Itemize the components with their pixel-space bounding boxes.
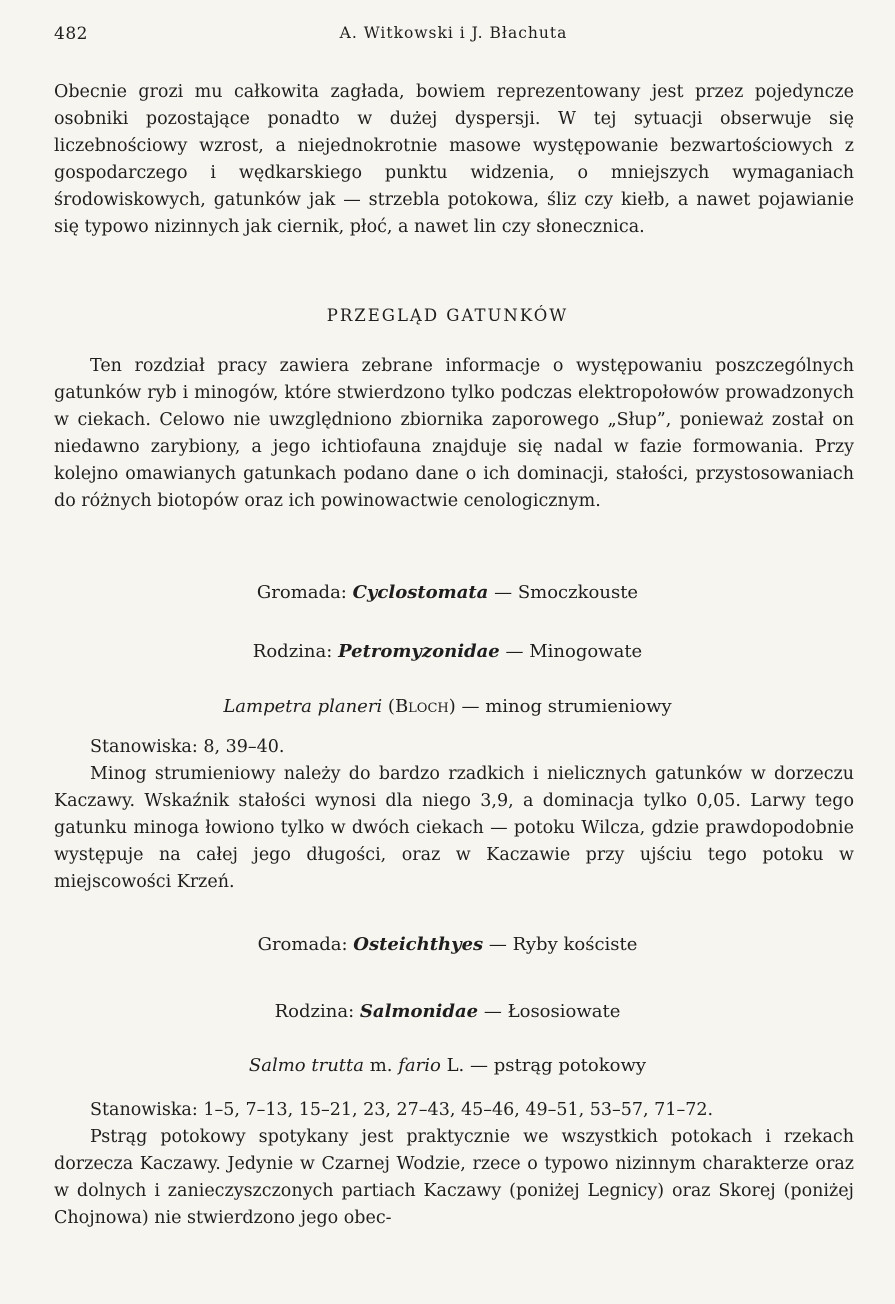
species-latin-name: Salmo trutta (248, 1055, 364, 1076)
species-author: Bloch (394, 696, 449, 717)
family-common-name: Minogowate (529, 641, 643, 662)
dash: — (470, 1055, 489, 1076)
family-latin-name: Salmonidae (359, 1001, 479, 1022)
running-header (54, 24, 853, 48)
species-description: Minog strumieniowy należy do bardzo rzadkich i nielicznych gatunków w dorzeczu Kaczawy. Wskaźnik stałości wynosi dla niego 3,9, a dominacja tylko 0,05. Larwy tego gatunku minoga łowiono tylko w dwóch ciekach — potoku Wilcza, gdzie prawdopodobnie występuje na całej jego długości, oraz w Kaczawie przy ujściu tego potoku w miejscowości Krzeń. (54, 764, 854, 892)
species-common-name: minog strumieniowy (485, 696, 672, 717)
section-title: PRZEGLĄD GATUNKÓW (326, 306, 569, 325)
species-latin-name: Lampetra planeri (223, 696, 383, 717)
species-heading-salmo-trutta (0, 1053, 895, 1079)
species-common-name: pstrąg potokowy (493, 1055, 647, 1076)
species-stations: Stanowiska: 1–5, 7–13, 15–21, 23, 27–43, 45–46, 49–51, 53–57, 71–72. (90, 1100, 714, 1120)
class-heading-osteichthyes (0, 932, 895, 958)
species-form-name: fario (398, 1055, 441, 1076)
intro-paragraph: Obecnie grozi mu całkowita zagłada, bowiem reprezentowany jest przez pojedyncze osobniki pozostające ponadto w dużej dyspersji. W tej sytuacji obserwuje się liczebnościowy wzrost, a niejednokrotnie masowe występowanie bezwartościowych z gospodarczego i wędkarskiego punktu widzenia, o mniejszych wymaganiach środowiskowych, gatunków jak — strzebla potokowa, śliz czy kiełb, a nawet pojawianie się typowo nizinnych jak ciernik, płoć, a nawet lin czy słonecznica. (54, 82, 854, 237)
family-latin-name: Petromyzonidae (338, 641, 500, 662)
species-author: L. (446, 1055, 465, 1076)
dash: — (488, 934, 507, 955)
class-heading-cyclostomata (0, 580, 895, 606)
class-latin-name: Cyclostomata (352, 582, 489, 603)
section-paragraph: Ten rozdział pracy zawiera zebrane informacje o występowaniu poszczególnych gatunków ryb i minogów, które stwierdzono tylko podczas elektropołowów prowadzonych w ciekach. Celowo nie uwzględniono zbiornika zaporowego „Słup”, ponieważ został on niedawno zarybiony, a jego ichtiofauna znajduje się nadal w fazie formowania. Przy kolejno omawianych gatunkach podano dane o ich dominacji, stałości, przystosowaniach do różnych biotopów oraz ich powinowactwie cenologicznym. (54, 356, 854, 511)
class-common-name: Ryby kościste (512, 934, 638, 955)
class-latin-name: Osteichthyes (353, 934, 484, 955)
dash: — (505, 641, 524, 662)
dash: — (483, 1001, 502, 1022)
family-label: Rodzina: (274, 1001, 355, 1022)
running-authors: A. Witkowski i J. Błachuta (339, 24, 568, 42)
family-heading-petromyzonidae (0, 639, 895, 665)
dash: — (494, 582, 513, 603)
class-label: Gromada: (257, 934, 348, 955)
class-common-name: Smoczkouste (517, 582, 639, 603)
dash: — (461, 696, 480, 717)
family-heading-salmonidae (0, 999, 895, 1025)
family-common-name: Łososiowate (507, 1001, 621, 1022)
page-number: 482 (54, 24, 88, 44)
family-label: Rodzina: (252, 641, 333, 662)
class-label: Gromada: (256, 582, 347, 603)
species-description: Pstrąg potokowy spotykany jest praktycznie we wszystkich potokach i rzekach dorzecza Kaczawy. Jedynie w Czarnej Wodzie, rzece o typowo nizinnym charakterze oraz w dolnych i zanieczyszczonych partiach Kaczawy (poniżej Legnicy) oraz Skorej (poniżej Chojnowa) nie stwierdzono jego obec- (54, 1127, 854, 1228)
species-stations: Stanowiska: 8, 39–40. (90, 737, 285, 757)
species-form-marker: m. (369, 1055, 393, 1076)
species-heading-lampetra: Lampetra planeri (Bloch) — minog strumieniowy (223, 696, 672, 717)
